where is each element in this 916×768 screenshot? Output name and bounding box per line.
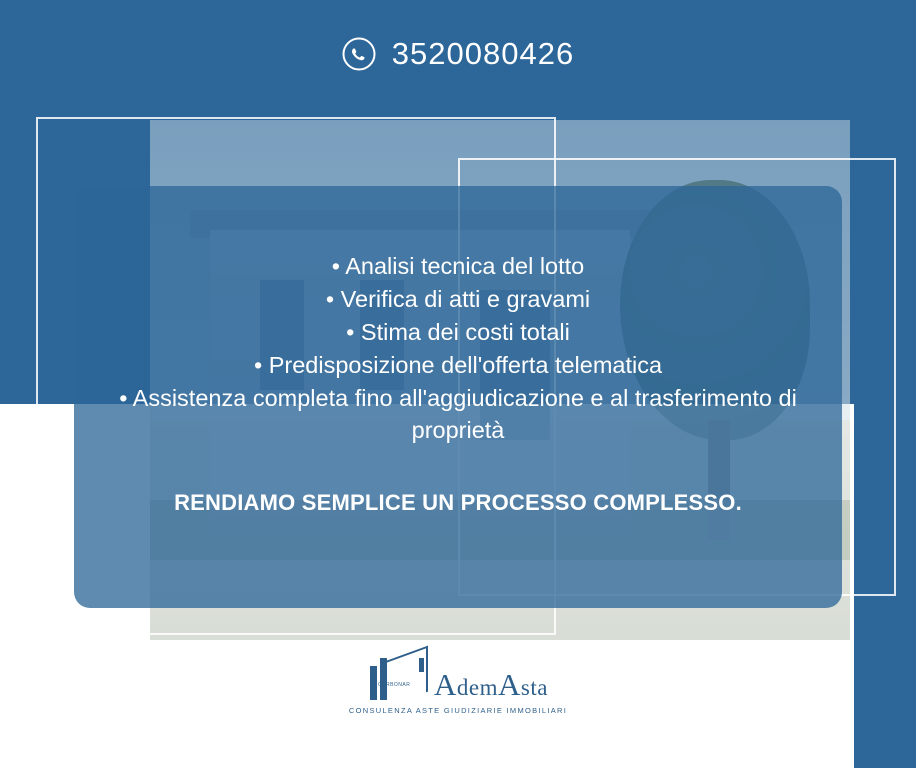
- logo-letter-a2: A: [498, 667, 521, 702]
- whatsapp-icon: [342, 37, 376, 71]
- logo-dem: dem: [456, 675, 499, 700]
- logo-wordmark: [434, 669, 548, 700]
- phone-number[interactable]: 3520080426: [391, 36, 575, 71]
- logo-row: [368, 650, 548, 700]
- logo-sta: sta: [520, 675, 548, 700]
- logo-roof: [382, 646, 428, 709]
- services-list: [114, 250, 802, 446]
- list-item: • Assistenza completa fino all'aggiudicazione e al trasferimento di proprietà: [114, 382, 802, 446]
- house-logo-icon: [368, 650, 430, 700]
- logo-bar: [370, 666, 377, 700]
- logo-chimney: [419, 658, 424, 672]
- logo-icon-label: CARBONAR: [378, 682, 411, 688]
- brand-logo: [0, 648, 916, 715]
- logo-letter-a: A: [434, 667, 457, 702]
- list-item: • Stima dei costi totali: [114, 316, 802, 348]
- tagline: RENDIAMO SEMPLICE UN PROCESSO COMPLESSO.: [174, 490, 742, 515]
- list-item: • Analisi tecnica del lotto: [114, 250, 802, 282]
- logo-mark: [373, 648, 548, 702]
- contact-header: [0, 36, 916, 72]
- logo-subtitle: CONSULENZA ASTE GIUDIZIARIE IMMOBILIARI: [348, 706, 568, 715]
- services-card: [74, 186, 842, 608]
- list-item: • Predisposizione dell'offerta telematica: [114, 349, 802, 381]
- list-item: • Verifica di atti e gravami: [114, 283, 802, 315]
